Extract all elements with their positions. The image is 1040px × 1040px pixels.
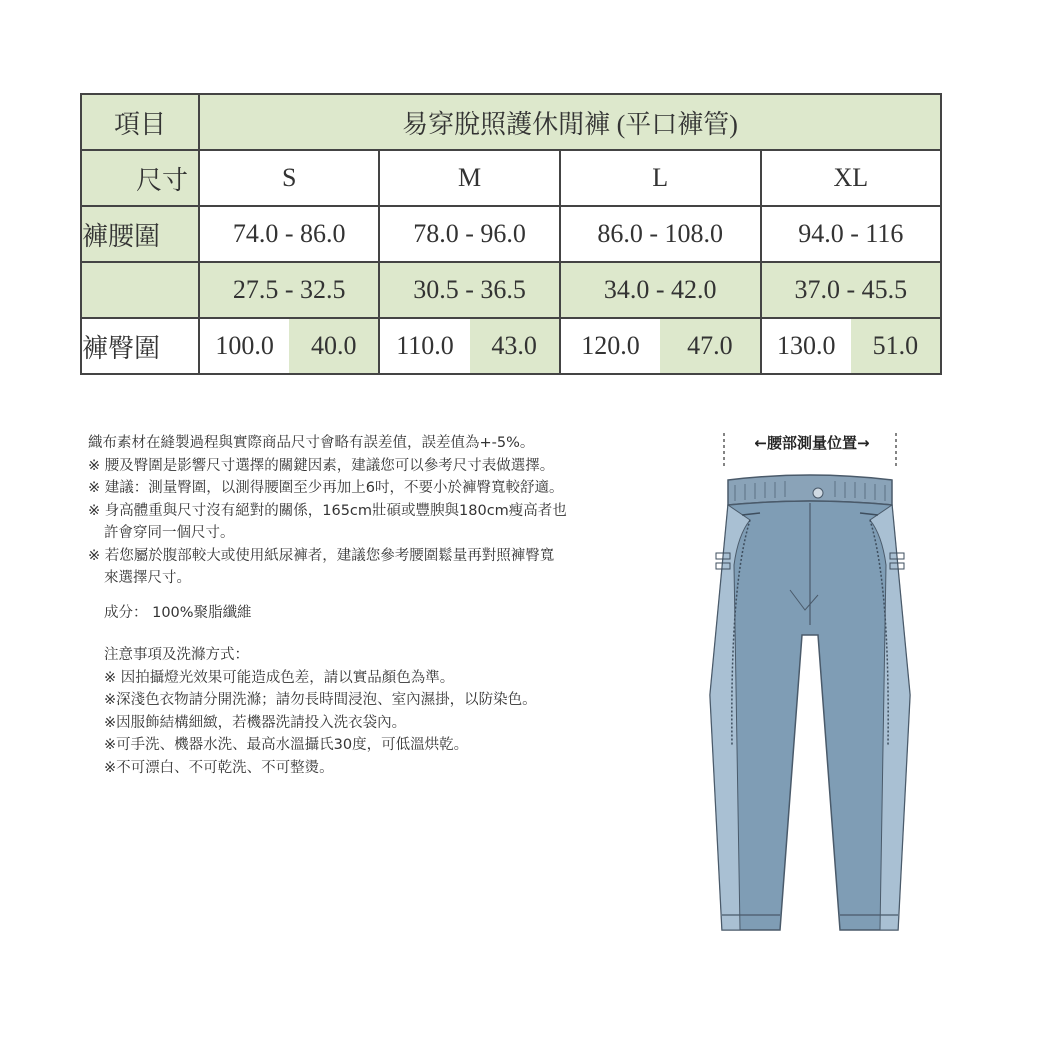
size-xl: XL <box>833 163 869 192</box>
note-waist-hip: ※ 腰及臀圍是影響尺寸選擇的關鍵因素，建議您可以參考尺寸表做選擇。 <box>88 457 555 474</box>
waist-cm-l <box>560 206 761 262</box>
hip-xl-cm: 130.0 <box>762 319 851 373</box>
item-label-cell <box>81 94 199 150</box>
hip-xl <box>761 318 941 374</box>
waist-measure-text: 腰部測量位置 <box>766 434 857 452</box>
material-text: 成分： 100%聚脂纖維 <box>104 604 252 621</box>
waist-cm-xl-value: 94.0 - 116 <box>798 219 904 248</box>
size-m-cell <box>379 150 559 206</box>
product-title: 易穿脫照護休閒褲 (平口褲管) <box>402 109 738 139</box>
hip-s-cm: 100.0 <box>200 319 289 373</box>
waist-cm-l-value: 86.0 - 108.0 <box>597 219 723 248</box>
hip-m-cm: 110.0 <box>380 319 469 373</box>
hip-label-cell <box>81 318 199 374</box>
notes-block <box>88 432 648 779</box>
button-icon <box>813 488 823 498</box>
note-diaper: ※ 若您屬於腹部較大或使用紙尿褲者，建議您參考腰圍鬆量再對照褲臀寬 <box>88 547 555 564</box>
size-xl-cell <box>761 150 941 206</box>
waist-in-row <box>81 262 941 318</box>
hip-m-in: 43.0 <box>470 319 559 373</box>
care-no-bleach: ※不可漂白、不可乾洗、不可整燙。 <box>104 759 334 776</box>
hip-xl-in: 51.0 <box>851 319 940 373</box>
spacer <box>88 624 648 644</box>
note-suggestion: ※ 建議：測量臀圍，以測得腰圍至少再加上6吋，不要小於褲臀寬較舒適。 <box>88 480 564 496</box>
hip-label: 褲臀圍 <box>82 333 161 363</box>
hip-l-cm: 120.0 <box>561 319 660 373</box>
hip-row <box>81 318 941 374</box>
spacer <box>88 590 648 602</box>
note-height-weight-cont: 許會穿同一個尺寸。 <box>104 525 235 541</box>
waist-cm-m <box>379 206 559 262</box>
size-s-cell <box>199 150 379 206</box>
waist-label-cell <box>81 206 199 262</box>
size-label: 尺寸 <box>135 165 188 195</box>
care-title: 注意事項及洗滌方式： <box>104 647 249 663</box>
size-label-cell <box>81 150 199 206</box>
size-chart-table <box>80 93 942 375</box>
product-title-cell <box>199 94 941 150</box>
hip-s <box>199 318 379 374</box>
waist-label: 褲腰圍 <box>82 221 161 251</box>
hip-s-in: 40.0 <box>289 319 378 373</box>
waist-in-s-value: 27.5 - 32.5 <box>232 275 346 304</box>
item-label: 項目 <box>113 109 166 139</box>
size-s: S <box>281 163 297 192</box>
pants-illustration <box>690 425 930 945</box>
title-row <box>81 94 941 150</box>
waist-in-l-value: 34.0 - 42.0 <box>603 275 717 304</box>
hip-m <box>379 318 559 374</box>
waist-in-xl <box>761 262 941 318</box>
waist-cm-m-value: 78.0 - 96.0 <box>413 219 526 248</box>
size-m: M <box>458 163 482 192</box>
care-separate: ※深淺色衣物請分開洗滌；請勿長時間浸泡、室內濕掛，以防染色。 <box>104 692 537 708</box>
waist-in-m <box>379 262 559 318</box>
note-height-weight: ※ 身高體重與尺寸沒有絕對的關係，165cm壯碩或豐腴與180cm瘦高者也 <box>88 502 567 519</box>
size-l: L <box>652 163 669 192</box>
waist-cm-s-value: 74.0 - 86.0 <box>232 219 346 248</box>
size-l-cell <box>560 150 761 206</box>
waist-in-label-cell <box>81 262 199 318</box>
waist-cm-xl <box>761 206 941 262</box>
size-row <box>81 150 941 206</box>
waist-cm-row <box>81 206 941 262</box>
note-tolerance: 織布素材在縫製過程與實際商品尺寸會略有誤差值，誤差值為+-5%。 <box>88 435 535 451</box>
hip-l <box>560 318 761 374</box>
care-wash-temp: ※可手洗、機器水洗、最高水溫攝氏30度，可低溫烘乾。 <box>104 737 469 753</box>
care-laundry-bag: ※因服飾結構細緻，若機器洗請投入洗衣袋內。 <box>104 714 407 731</box>
waist-in-s <box>199 262 379 318</box>
care-color: ※ 因拍攝燈光效果可能造成色差，請以實品顏色為準。 <box>104 669 455 686</box>
waist-in-m-value: 30.5 - 36.5 <box>413 275 526 304</box>
note-diaper-cont: 來選擇尺寸。 <box>104 570 191 586</box>
waist-cm-s <box>199 206 379 262</box>
waist-in-l <box>560 262 761 318</box>
waist-in-xl-value: 37.0 - 45.5 <box>794 275 908 304</box>
waist-measure-label: ←腰部測量位置→ <box>754 434 870 452</box>
hip-l-in: 47.0 <box>660 319 759 373</box>
